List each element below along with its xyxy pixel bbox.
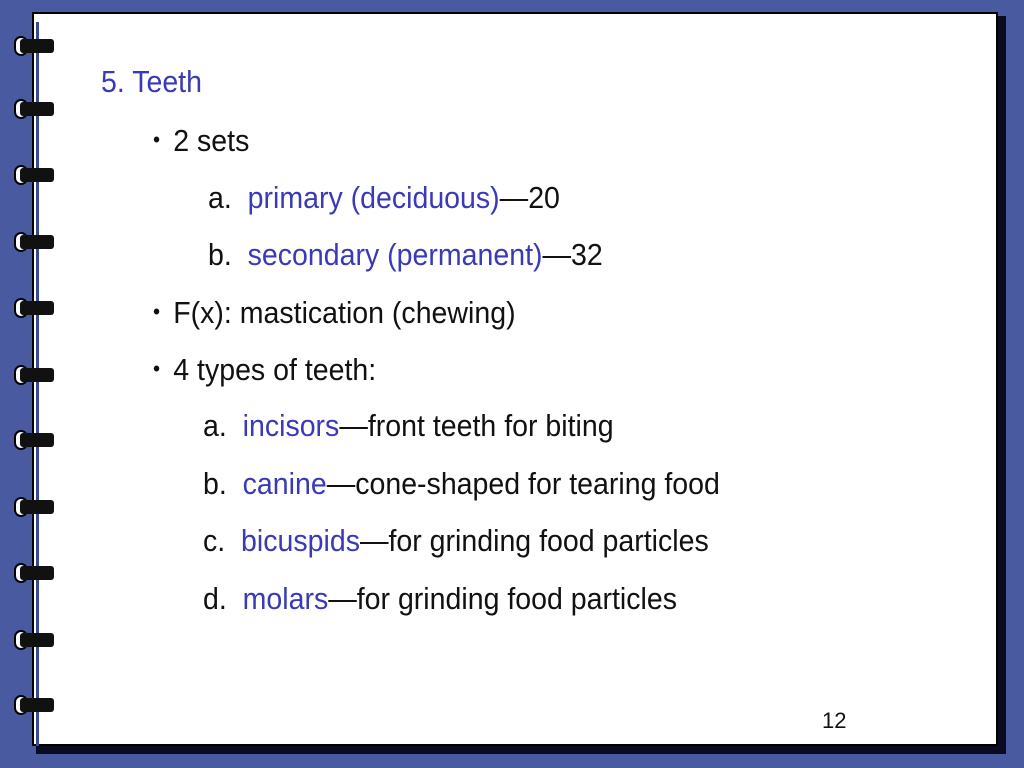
sub-item-letter: b. <box>208 237 232 272</box>
sub-item-desc: —for grinding food particles <box>328 581 677 616</box>
sub-item-term: bicuspids <box>241 523 360 558</box>
bullet-icon: • <box>153 299 161 324</box>
bullet-icon: • <box>153 356 161 381</box>
sub-item-term: molars <box>242 581 329 616</box>
sub-item-term: secondary (permanent) <box>247 237 543 272</box>
sub-item-letter: a. <box>208 180 232 215</box>
sub-item-letter: d. <box>203 581 227 616</box>
sub-item <box>203 408 614 444</box>
bullet-text: 2 sets <box>173 123 250 158</box>
sub-item-desc: —20 <box>499 180 560 215</box>
sub-item-desc: —front teeth for biting <box>339 408 614 443</box>
sub-item-term: canine <box>242 466 327 501</box>
sub-item-letter: c. <box>203 523 226 558</box>
bullet-item <box>153 122 249 159</box>
bullet-item <box>153 351 376 388</box>
sub-item <box>203 523 709 559</box>
sub-item <box>203 466 720 502</box>
page-number: 12 <box>822 708 847 733</box>
bullet-text: F(x): mastication (chewing) <box>173 295 516 330</box>
sub-item <box>208 237 603 273</box>
bullet-icon: • <box>153 127 161 152</box>
sub-item-letter: a. <box>203 408 227 443</box>
sub-item-desc: —cone-shaped for tearing food <box>326 466 720 501</box>
sub-item-desc: —for grinding food particles <box>359 523 709 558</box>
bullet-text: 4 types of teeth: <box>173 352 377 387</box>
sub-item-desc: —32 <box>542 237 603 272</box>
slide-title: 5. Teeth <box>101 64 202 99</box>
sub-item <box>203 581 677 617</box>
sub-item-letter: b. <box>203 466 227 501</box>
sub-item-term: incisors <box>242 408 340 443</box>
sub-item <box>208 180 560 216</box>
sub-item-term: primary (deciduous) <box>247 180 500 215</box>
bullet-item <box>153 294 516 331</box>
